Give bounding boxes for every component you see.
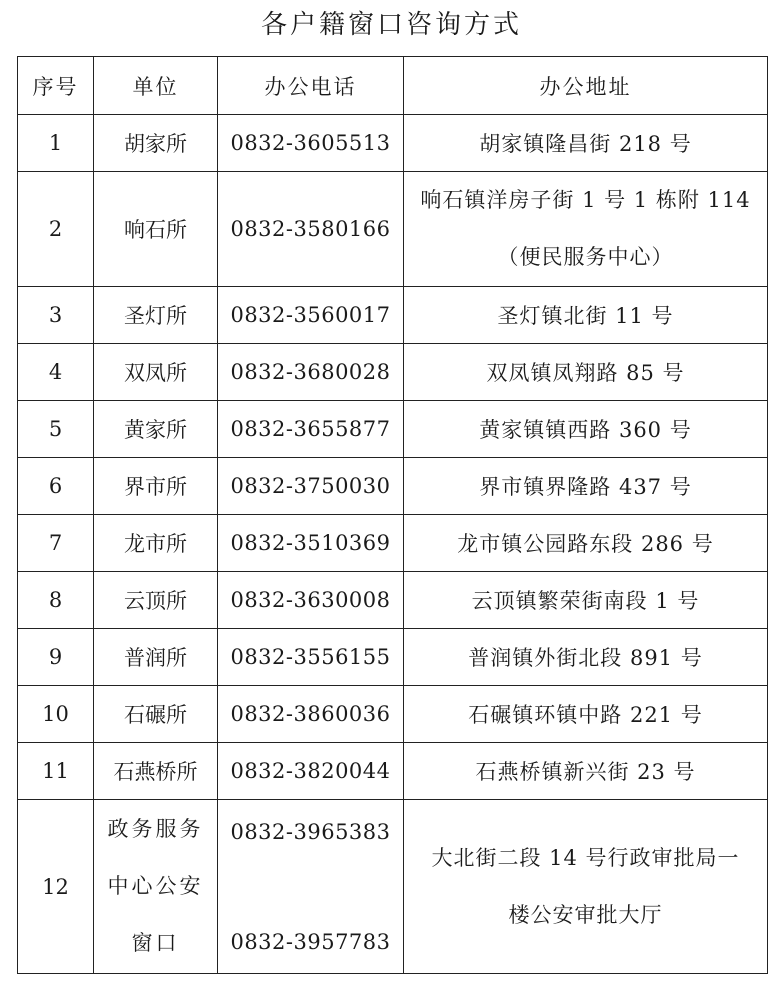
phone-number: 0832-3860036 (218, 686, 404, 743)
row-number: 12 (18, 800, 94, 974)
unit-name: 胡家所 (94, 115, 218, 172)
office-address: 普润镇外街北段 891 号 (404, 629, 768, 686)
row-number: 9 (18, 629, 94, 686)
unit-name (94, 800, 218, 974)
table-row (18, 800, 768, 974)
phone-number: 0832-3556155 (218, 629, 404, 686)
table-row (18, 686, 768, 743)
page-title: 各户籍窗口咨询方式 (260, 10, 522, 40)
phone-number: 0832-3965383 (230, 819, 391, 844)
row-number: 10 (18, 686, 94, 743)
unit-name: 龙市所 (94, 515, 218, 572)
unit-name: 双凤所 (94, 344, 218, 401)
phone-number: 0832-3605513 (218, 115, 404, 172)
unit-name: 响石所 (94, 172, 218, 287)
table-row (18, 743, 768, 800)
office-address (404, 172, 768, 287)
office-address-line: 楼公安审批大厅 (508, 902, 663, 927)
phone-number: 0832-3560017 (218, 287, 404, 344)
unit-name: 圣灯所 (94, 287, 218, 344)
table-row (18, 458, 768, 515)
unit-name-line: 政务服务 (107, 817, 204, 841)
row-number: 6 (18, 458, 94, 515)
table-header-row (18, 57, 768, 115)
office-address: 胡家镇隆昌街 218 号 (404, 115, 768, 172)
phone-number: 0832-3750030 (218, 458, 404, 515)
unit-name-line: 窗口 (131, 931, 180, 955)
table-row (18, 401, 768, 458)
table-row (18, 115, 768, 172)
column-header-number: 序号 (18, 57, 94, 115)
unit-name: 界市所 (94, 458, 218, 515)
office-address (404, 800, 768, 974)
row-number: 7 (18, 515, 94, 572)
office-address: 石燕桥镇新兴街 23 号 (404, 743, 768, 800)
phone-number: 0832-3630008 (218, 572, 404, 629)
office-address: 龙市镇公园路东段 286 号 (404, 515, 768, 572)
phone-number: 0832-3655877 (218, 401, 404, 458)
table-row (18, 515, 768, 572)
column-header-address: 办公地址 (404, 57, 768, 115)
row-number: 8 (18, 572, 94, 629)
row-number: 1 (18, 115, 94, 172)
unit-name-line: 中心公安 (107, 874, 204, 898)
row-number: 11 (18, 743, 94, 800)
office-address: 圣灯镇北街 11 号 (404, 287, 768, 344)
column-header-unit: 单位 (94, 57, 218, 115)
office-address-line: 响石镇洋房子街 1 号 1 栋附 114 (420, 188, 751, 212)
table-row (18, 287, 768, 344)
office-address: 界市镇界隆路 437 号 (404, 458, 768, 515)
office-address-line: 大北街二段 14 号行政审批局一 (431, 845, 740, 870)
phone-number: 0832-3580166 (218, 172, 404, 287)
unit-name: 云顶所 (94, 572, 218, 629)
unit-name: 石碾所 (94, 686, 218, 743)
phone-number: 0832-3680028 (218, 344, 404, 401)
row-number: 2 (18, 172, 94, 287)
contact-table (17, 56, 768, 974)
office-address: 云顶镇繁荣街南段 1 号 (404, 572, 768, 629)
office-address: 黄家镇镇西路 360 号 (404, 401, 768, 458)
table-row (18, 172, 768, 287)
office-address: 石碾镇环镇中路 221 号 (404, 686, 768, 743)
column-header-phone: 办公电话 (218, 57, 404, 115)
office-address-line: （便民服务中心） (497, 245, 674, 269)
phone-number: 0832-3510369 (218, 515, 404, 572)
table-row (18, 344, 768, 401)
row-number: 5 (18, 401, 94, 458)
phone-numbers (218, 800, 404, 974)
office-address: 双凤镇凤翔路 85 号 (404, 344, 768, 401)
unit-name: 黄家所 (94, 401, 218, 458)
row-number: 4 (18, 344, 94, 401)
phone-number: 0832-3820044 (218, 743, 404, 800)
table-row (18, 572, 768, 629)
phone-number: 0832-3957783 (230, 929, 391, 954)
unit-name: 普润所 (94, 629, 218, 686)
table-row (18, 629, 768, 686)
row-number: 3 (18, 287, 94, 344)
unit-name: 石燕桥所 (94, 743, 218, 800)
